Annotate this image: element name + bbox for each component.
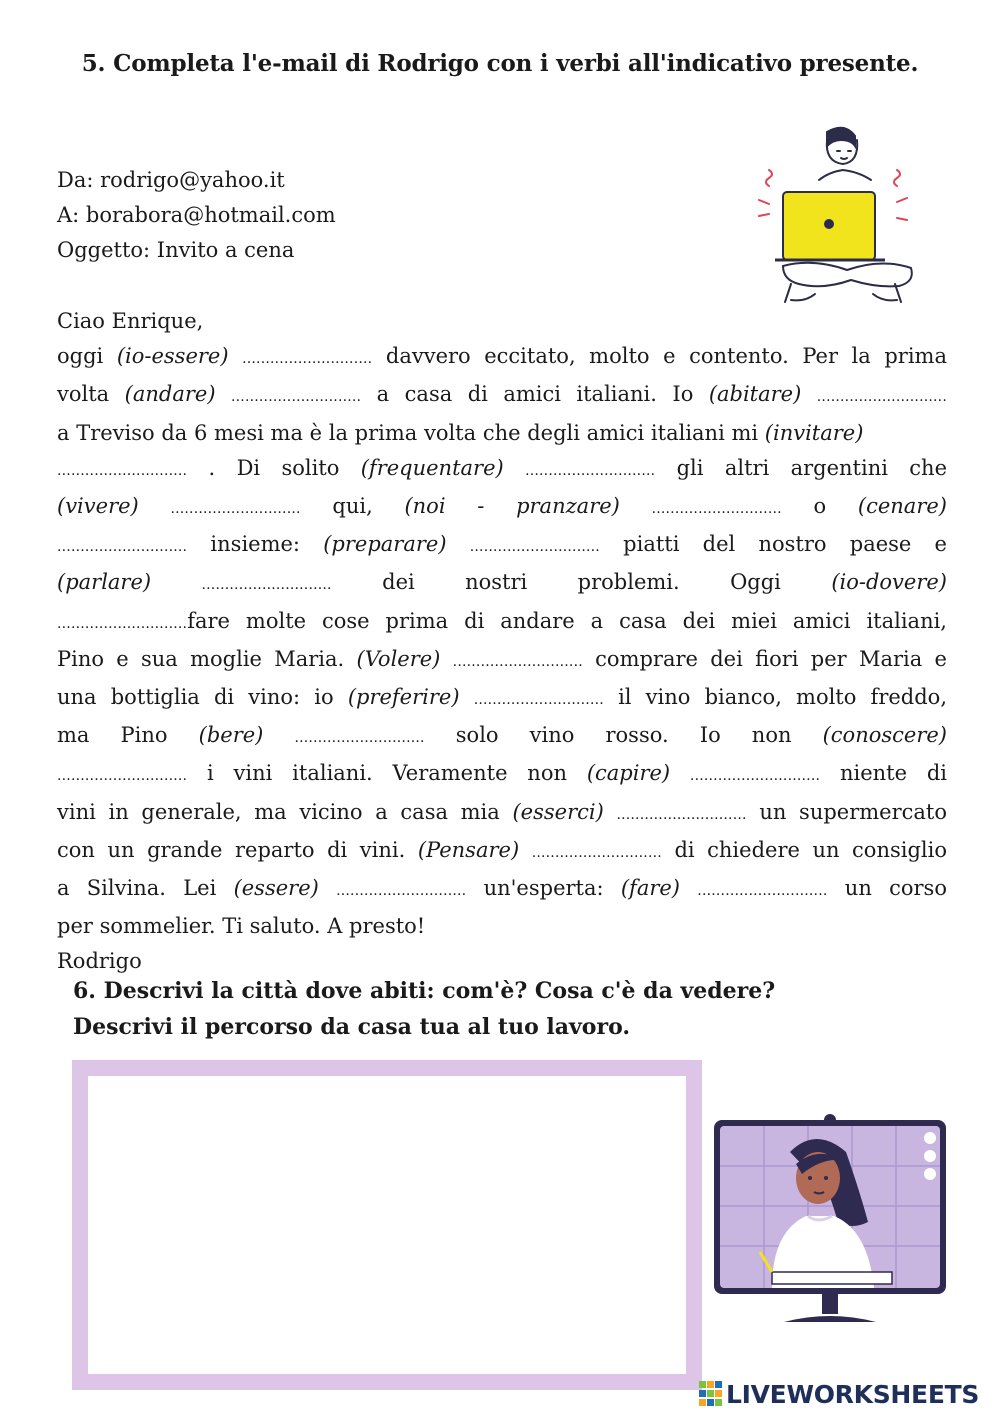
email-line bbox=[57, 909, 947, 944]
email-line bbox=[57, 565, 947, 603]
email-text: gli altri argentini che bbox=[655, 455, 947, 480]
verb-hint: (io-dovere) bbox=[831, 570, 947, 595]
email-body bbox=[57, 304, 947, 980]
email-text: il vino bianco, molto freddo, bbox=[603, 685, 947, 710]
fill-in-blank[interactable]: ............................ bbox=[57, 539, 188, 556]
email-text: i vini italiani. Veramente non bbox=[187, 761, 587, 786]
email-text: un'esperta: bbox=[466, 876, 621, 901]
email-text: qui, bbox=[300, 494, 405, 519]
email-text: per sommelier. Ti saluto. A presto! bbox=[57, 914, 426, 939]
email-text: davvero eccitato, molto e contento. Per la prima bbox=[372, 344, 947, 369]
email-text: piatti del nostro paese e bbox=[599, 532, 947, 557]
email-line bbox=[57, 718, 947, 756]
email-text: dei nostri problemi. Oggi bbox=[331, 570, 832, 595]
email-text bbox=[680, 876, 697, 900]
email-text bbox=[670, 761, 690, 785]
fill-in-blank[interactable]: ............................ bbox=[336, 883, 467, 900]
email-text: di chiedere un consiglio bbox=[661, 837, 947, 862]
email-text: con un grande reparto di vini. bbox=[57, 837, 418, 862]
verb-hint: (io-essere) bbox=[116, 344, 229, 369]
email-text: solo vino rosso. Io non bbox=[424, 723, 823, 748]
fill-in-blank[interactable]: ............................ bbox=[452, 653, 583, 670]
fill-in-blank[interactable]: ............................ bbox=[473, 692, 604, 709]
fill-in-blank[interactable]: ............................ bbox=[170, 501, 301, 518]
email-text bbox=[229, 344, 243, 368]
answer-textbox[interactable] bbox=[72, 1060, 702, 1390]
fill-in-blank[interactable]: ............................ bbox=[231, 389, 362, 406]
email-text: comprare dei fiori per Maria e bbox=[582, 646, 947, 671]
email-text: una bottiglia di vino: io bbox=[57, 685, 348, 710]
email-text: un corso bbox=[827, 876, 947, 901]
email-line bbox=[57, 756, 947, 794]
verb-hint: (abitare) bbox=[708, 382, 802, 407]
email-text: o bbox=[781, 494, 858, 519]
verb-hint: (fare) bbox=[620, 876, 681, 901]
exercise-6-line-2: Descrivi il percorso da casa tua al tuo lavoro. bbox=[73, 1014, 631, 1040]
email-line bbox=[57, 871, 947, 909]
fill-in-blank[interactable]: ............................ bbox=[616, 806, 747, 823]
email-header bbox=[57, 163, 336, 268]
fill-in-blank[interactable]: ............................ bbox=[57, 768, 188, 785]
email-text: . Di solito bbox=[187, 455, 361, 480]
email-line bbox=[57, 680, 947, 718]
verb-hint: (capire) bbox=[586, 761, 671, 786]
verb-hint: (Pensare) bbox=[417, 837, 520, 862]
email-text bbox=[447, 532, 470, 556]
fill-in-blank[interactable]: ............................ bbox=[525, 462, 656, 479]
email-text: fare molte cose prima di andare a casa dei miei amici italiani, bbox=[187, 608, 947, 633]
verb-hint: (conoscere) bbox=[822, 723, 947, 748]
email-lines bbox=[57, 339, 947, 944]
email-line bbox=[57, 833, 947, 871]
laptop-person-illustration bbox=[745, 118, 915, 318]
email-greeting: Ciao Enrique, bbox=[57, 309, 204, 333]
fill-in-blank[interactable]: ............................ bbox=[57, 462, 188, 479]
email-text bbox=[460, 685, 474, 709]
email-text: a Treviso da 6 mesi ma è la prima volta che degli amici italiani mi bbox=[57, 420, 765, 445]
fill-in-blank[interactable]: ............................ bbox=[294, 730, 425, 747]
verb-hint: (esserci) bbox=[512, 799, 604, 824]
email-text: a casa di amici italiani. Io bbox=[361, 382, 709, 407]
email-text bbox=[519, 838, 532, 862]
email-text: insieme: bbox=[187, 532, 324, 557]
verb-hint: (noi - pranzare) bbox=[404, 494, 620, 519]
video-call-illustration bbox=[712, 1112, 950, 1327]
email-text: a Silvina. Lei bbox=[57, 876, 234, 901]
email-subject: Oggetto: Invito a cena bbox=[57, 238, 295, 262]
exercise-6-prompt bbox=[73, 973, 775, 1045]
email-text: un supermercato bbox=[746, 799, 947, 824]
liveworksheets-logo bbox=[698, 1379, 979, 1409]
email-text: vini in generale, ma vicino a casa mia bbox=[57, 799, 513, 824]
liveworksheets-logo-icon bbox=[698, 1380, 724, 1408]
fill-in-blank[interactable]: ............................ bbox=[697, 883, 828, 900]
email-to: A: borabora@hotmail.com bbox=[57, 203, 336, 227]
email-line bbox=[57, 377, 947, 415]
email-text bbox=[504, 456, 525, 480]
email-text bbox=[604, 800, 617, 824]
verb-hint: (invitare) bbox=[764, 420, 864, 445]
email-line bbox=[57, 416, 947, 451]
email-text bbox=[440, 647, 452, 671]
email-text bbox=[801, 382, 816, 406]
fill-in-blank[interactable]: ............................ bbox=[689, 768, 821, 785]
verb-hint: (vivere) bbox=[57, 494, 139, 519]
verb-hint: (bere) bbox=[198, 723, 264, 748]
email-text bbox=[620, 494, 652, 518]
email-line bbox=[57, 451, 947, 489]
verb-hint: (preparare) bbox=[323, 532, 447, 557]
fill-in-blank[interactable]: ............................ bbox=[816, 389, 947, 406]
email-line bbox=[57, 527, 947, 565]
email-text bbox=[216, 382, 231, 406]
email-line bbox=[57, 339, 947, 377]
fill-in-blank[interactable]: ............................ bbox=[201, 577, 332, 594]
email-text: volta bbox=[57, 382, 125, 407]
email-text: ma Pino bbox=[57, 723, 199, 748]
email-signature: Rodrigo bbox=[57, 949, 142, 974]
email-from: Da: rodrigo@yahoo.it bbox=[57, 168, 285, 192]
verb-hint: (parlare) bbox=[57, 570, 152, 595]
verb-hint: (essere) bbox=[233, 876, 319, 901]
email-text bbox=[263, 723, 294, 747]
email-text bbox=[151, 570, 201, 594]
verb-hint: (preferire) bbox=[347, 685, 460, 710]
email-text: Pino e sua moglie Maria. bbox=[57, 646, 357, 671]
email-text bbox=[319, 876, 336, 900]
verb-hint: (cenare) bbox=[857, 494, 947, 519]
fill-in-blank[interactable]: ............................ bbox=[469, 539, 600, 556]
fill-in-blank[interactable]: ............................ bbox=[57, 615, 188, 632]
email-text bbox=[139, 494, 171, 518]
liveworksheets-logo-text: LIVEWORKSHEETS bbox=[726, 1379, 980, 1409]
email-line bbox=[57, 489, 947, 527]
email-line bbox=[57, 795, 947, 833]
verb-hint: (andare) bbox=[124, 382, 216, 407]
verb-hint: (Volere) bbox=[356, 646, 441, 671]
exercise-5-title: 5. Completa l'e-mail di Rodrigo con i verbi all'indicativo presente. bbox=[81, 50, 919, 77]
exercise-6-line-1: 6. Descrivi la città dove abiti: com'è? Cosa c'è da vedere? bbox=[73, 978, 776, 1004]
email-text: oggi bbox=[57, 344, 117, 369]
verb-hint: (frequentare) bbox=[360, 455, 504, 480]
fill-in-blank[interactable]: ............................ bbox=[531, 844, 662, 861]
email-line bbox=[57, 604, 947, 642]
email-text: niente di bbox=[820, 761, 947, 786]
fill-in-blank[interactable]: ............................ bbox=[651, 501, 782, 518]
fill-in-blank[interactable]: ............................ bbox=[242, 351, 373, 368]
email-line bbox=[57, 642, 947, 680]
